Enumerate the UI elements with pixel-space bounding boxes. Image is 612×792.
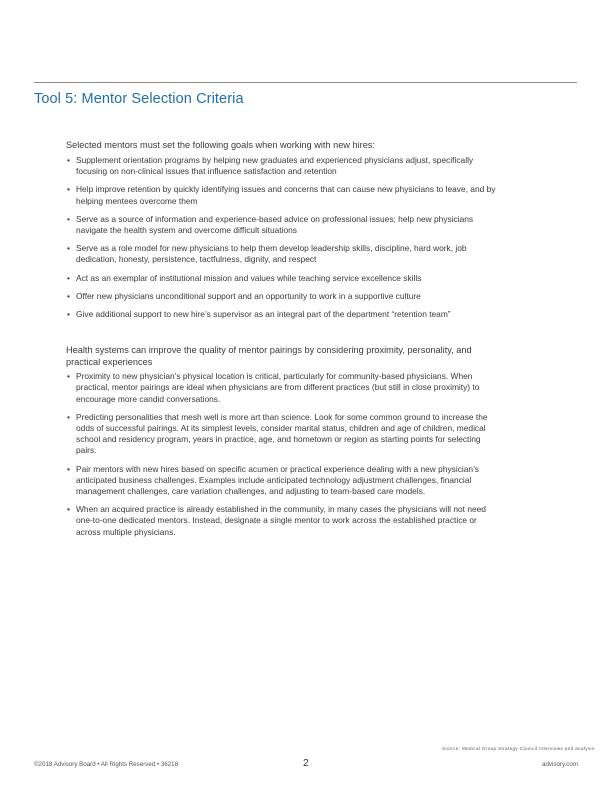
bullet-icon: • bbox=[67, 463, 70, 474]
bullet-icon: • bbox=[67, 504, 70, 515]
list-item: • Act as an exemplar of institutional mission and values while teaching service excellence skills bbox=[67, 272, 422, 283]
list-item: • Serve as a role model for new physicians to help them develop leadership skills, discipline, hard work, job dedication, honesty, persistence, tactfulness, dignity, and respect bbox=[67, 243, 467, 265]
section1-list bbox=[66, 155, 496, 320]
section2-intro: Health systems can improve the quality of mentor pairings by considering proximity, personality, and practical experiences bbox=[66, 345, 472, 368]
section2 bbox=[66, 344, 496, 538]
list-item: • When an acquired practice is already established in the community, in many cases the physicians will not need one-to-one dedicated mentors. Instead, designate a single mentor to work across the established practice or across multiple physicians. bbox=[67, 504, 486, 537]
list-item: • Serve as a source of information and experience-based advice on professional issues; help new physicians navigate the health system and overcome difficult situations bbox=[67, 213, 474, 236]
section2-list bbox=[66, 371, 496, 538]
list-item: • Proximity to new physician’s physical location is critical, particularly for community-based physicians. When practical, mentor pairings are ideal when physicians are from different practices (but still in close proximity) to encourage more candid conversations. bbox=[67, 371, 480, 404]
list-item: • Pair mentors with new hires based on specific acumen or practical experience dealing with a new physician’s anticipated business challenges. Examples include anticipated technology adjustment challenges, financial management challenges, care variation challenges, and adjusting to team-based care models. bbox=[67, 463, 479, 497]
bullet-icon: • bbox=[67, 155, 70, 165]
header-rule bbox=[34, 82, 577, 83]
footer-site-link[interactable]: advisory.com bbox=[542, 761, 578, 768]
list-item: • Supplement orientation programs by helping new graduates and experienced physicians adjust, specifically focusing on non-clinical issues that influence satisfaction and retention bbox=[67, 155, 474, 177]
list-item: • Predicting personalities that mesh well is more art than science. Look for some common ground to increase the odds of successful pairings. At its simplest levels, consider marital status, children and age of children, medical school and residency program, years in practice, age, and hometown or region as starting points for selecting pairs. bbox=[67, 411, 488, 456]
page-title: Tool 5: Mentor Selection Criteria bbox=[34, 91, 244, 107]
page-number: 2 bbox=[303, 757, 309, 769]
section1-intro: Selected mentors must set the following goals when working with new hires: bbox=[66, 140, 375, 150]
bullet-icon: • bbox=[67, 290, 70, 301]
bullet-icon: • bbox=[67, 371, 70, 382]
bullet-icon: • bbox=[67, 272, 70, 283]
list-item: • Give additional support to new hire’s supervisor as an integral part of the department “retention team” bbox=[67, 309, 451, 320]
bullet-icon: • bbox=[67, 243, 70, 254]
main-content bbox=[66, 139, 496, 545]
bullet-icon: • bbox=[67, 411, 70, 422]
bullet-icon: • bbox=[67, 213, 70, 224]
list-item: • Help improve retention by quickly identifying issues and concerns that can cause new physicians to leave, and by helping mentees overcome them bbox=[67, 184, 496, 206]
source-note: Source: Medical Group Strategy Council interviews and analysis. bbox=[442, 746, 597, 751]
bullet-icon: • bbox=[67, 184, 70, 195]
footer-copyright: ©2018 Advisory Board • All Rights Reserved • 36218 bbox=[34, 761, 179, 768]
bullet-icon: • bbox=[67, 309, 70, 320]
list-item: • Offer new physicians unconditional support and an opportunity to work in a supportive culture bbox=[67, 290, 421, 301]
